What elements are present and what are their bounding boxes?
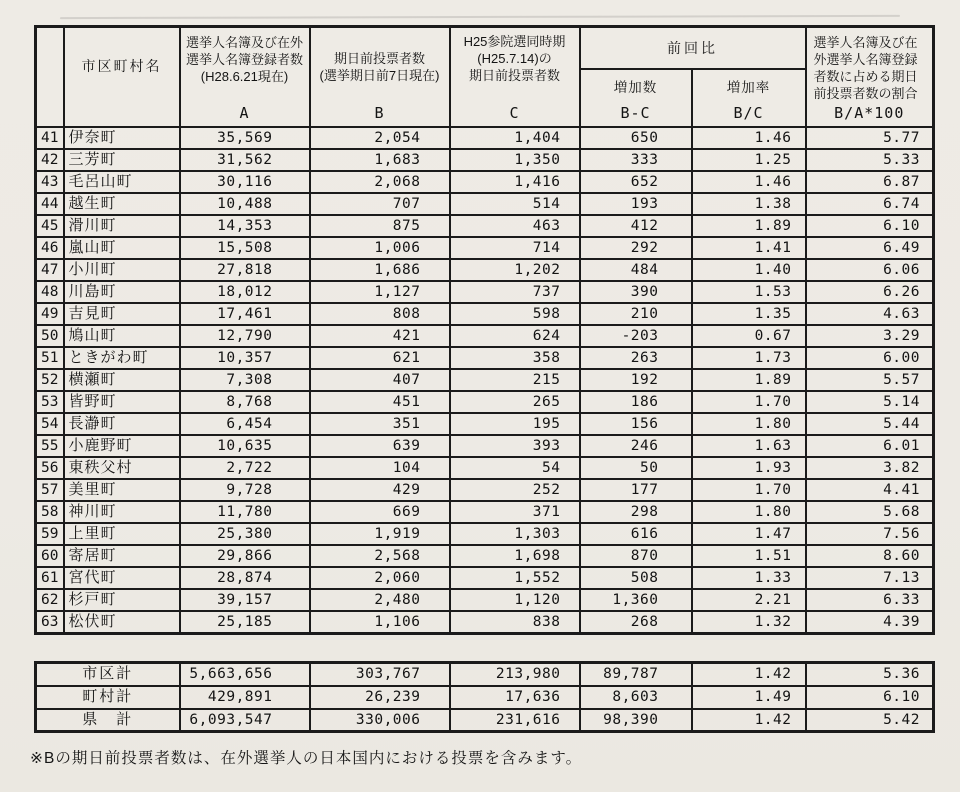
table-row: [36, 523, 934, 545]
municipality-name: 越生町: [64, 193, 180, 215]
municipality-name: 吉見町: [64, 303, 180, 325]
increase-rate-value: 1.46: [692, 171, 806, 193]
increase-rate-value: 1.35: [692, 303, 806, 325]
scan-artifact-line: [60, 15, 900, 19]
municipality-header-label: 市区町村名: [81, 57, 162, 74]
row-number: 50: [36, 325, 64, 347]
row-number: 58: [36, 501, 64, 523]
share-value: 6.87: [806, 171, 934, 193]
early-voters-value: 421: [310, 325, 450, 347]
h25-early-voters-total: 213,980: [450, 663, 580, 686]
municipality-name: 嵐山町: [64, 237, 180, 259]
row-number: 63: [36, 611, 64, 634]
h25-early-voters-value: 265: [450, 391, 580, 413]
early-voters-value: 2,480: [310, 589, 450, 611]
registered-voters-value: 9,728: [180, 479, 310, 501]
municipality-name: 杉戸町: [64, 589, 180, 611]
table-row: [36, 193, 934, 215]
summary-row: [36, 663, 934, 686]
early-voters-value: 621: [310, 347, 450, 369]
registered-voters-value: 8,768: [180, 391, 310, 413]
registered-voters-header: 選挙人名簿及び在外 選挙人名簿登録者数 (H28.6.21現在) A: [180, 27, 310, 127]
share-header: 選挙人名簿及び在 外選挙人名簿登録 者数に占める期日 前投票者数の割合 B/A*100: [806, 27, 934, 127]
column-code-a: A: [239, 103, 250, 122]
early-voters-value: 1,919: [310, 523, 450, 545]
share-value: 6.33: [806, 589, 934, 611]
increase-rate-value: 1.53: [692, 281, 806, 303]
increase-rate-value: 1.47: [692, 523, 806, 545]
increase-count-value: 650: [580, 127, 692, 149]
municipality-name: 伊奈町: [64, 127, 180, 149]
row-number: 61: [36, 567, 64, 589]
h25-early-voters-total: 231,616: [450, 709, 580, 732]
municipality-name: 寄居町: [64, 545, 180, 567]
table-row: [36, 303, 934, 325]
early-voters-value: 808: [310, 303, 450, 325]
h25-early-voters-value: 1,202: [450, 259, 580, 281]
increase-count-value: 50: [580, 457, 692, 479]
row-number: 41: [36, 127, 64, 149]
h25-early-voters-total: 17,636: [450, 686, 580, 709]
increase-count-value: 390: [580, 281, 692, 303]
table-row: [36, 127, 934, 149]
table-row: [36, 215, 934, 237]
previous-comparison-header: 前回比: [580, 27, 806, 69]
municipality-name: 松伏町: [64, 611, 180, 634]
table-row: [36, 149, 934, 171]
row-number: 59: [36, 523, 64, 545]
registered-voters-value: 27,818: [180, 259, 310, 281]
increase-rate-value: 2.21: [692, 589, 806, 611]
increase-count-value: 870: [580, 545, 692, 567]
h25-early-voters-value: 393: [450, 435, 580, 457]
increase-rate-value: 1.93: [692, 457, 806, 479]
increase-rate-value: 1.33: [692, 567, 806, 589]
share-value: 6.10: [806, 215, 934, 237]
increase-rate-value: 1.40: [692, 259, 806, 281]
table-row: [36, 611, 934, 634]
municipality-name: 東秩父村: [64, 457, 180, 479]
share-value: 6.06: [806, 259, 934, 281]
share-value: 5.68: [806, 501, 934, 523]
summary-row: [36, 709, 934, 732]
h25-early-voters-value: 1,120: [450, 589, 580, 611]
increase-count-value: 210: [580, 303, 692, 325]
registered-voters-value: 25,185: [180, 611, 310, 634]
registered-voters-value: 30,116: [180, 171, 310, 193]
row-number: 60: [36, 545, 64, 567]
early-voters-value: 1,127: [310, 281, 450, 303]
registered-voters-value: 12,790: [180, 325, 310, 347]
h25-early-voters-value: 195: [450, 413, 580, 435]
share-value: 8.60: [806, 545, 934, 567]
increase-count-value: 333: [580, 149, 692, 171]
h25-early-voters-value: 624: [450, 325, 580, 347]
registered-voters-value: 11,780: [180, 501, 310, 523]
increase-count-value: 652: [580, 171, 692, 193]
early-voters-value: 2,068: [310, 171, 450, 193]
registered-voters-value: 18,012: [180, 281, 310, 303]
municipality-name: 滑川町: [64, 215, 180, 237]
summary-label: 町村計: [36, 686, 180, 709]
h25-early-voters-value: 54: [450, 457, 580, 479]
increase-count-value: 508: [580, 567, 692, 589]
share-value: 4.39: [806, 611, 934, 634]
share-value: 4.63: [806, 303, 934, 325]
municipality-name: 神川町: [64, 501, 180, 523]
early-voters-value: 351: [310, 413, 450, 435]
increase-count-total: 89,787: [580, 663, 692, 686]
table-header: [36, 27, 934, 127]
early-voters-value: 2,054: [310, 127, 450, 149]
row-number: 46: [36, 237, 64, 259]
share-value: 6.26: [806, 281, 934, 303]
share-total: 6.10: [806, 686, 934, 709]
early-voters-total: 26,239: [310, 686, 450, 709]
row-number: 53: [36, 391, 64, 413]
increase-rate-value: 1.41: [692, 237, 806, 259]
table-row: [36, 347, 934, 369]
table-row: [36, 413, 934, 435]
increase-count-total: 8,603: [580, 686, 692, 709]
table-row: [36, 567, 934, 589]
table-row: [36, 435, 934, 457]
row-number: 45: [36, 215, 64, 237]
municipality-name: 毛呂山町: [64, 171, 180, 193]
increase-count-value: 193: [580, 193, 692, 215]
municipality-header: [64, 27, 180, 127]
row-number: 57: [36, 479, 64, 501]
increase-count-value: 177: [580, 479, 692, 501]
registered-voters-total: 429,891: [180, 686, 310, 709]
early-voters-total: 330,006: [310, 709, 450, 732]
increase-count-value: 484: [580, 259, 692, 281]
h25-early-voters-value: 737: [450, 281, 580, 303]
increase-rate-value: 1.89: [692, 215, 806, 237]
row-number: 56: [36, 457, 64, 479]
registered-voters-value: 14,353: [180, 215, 310, 237]
increase-count-value: 298: [580, 501, 692, 523]
column-code-b: B: [374, 103, 385, 122]
h25-early-voters-value: 714: [450, 237, 580, 259]
h25-early-voters-value: 463: [450, 215, 580, 237]
registered-voters-value: 25,380: [180, 523, 310, 545]
row-number: 47: [36, 259, 64, 281]
table-row: [36, 171, 934, 193]
row-number: 62: [36, 589, 64, 611]
registered-voters-value: 15,508: [180, 237, 310, 259]
row-number: 42: [36, 149, 64, 171]
early-voters-value: 1,683: [310, 149, 450, 171]
municipality-name: 小川町: [64, 259, 180, 281]
early-voters-value: 707: [310, 193, 450, 215]
table-row: [36, 237, 934, 259]
registered-voters-value: 10,488: [180, 193, 310, 215]
increase-rate-value: 1.38: [692, 193, 806, 215]
h25-early-voters-value: 1,698: [450, 545, 580, 567]
increase-rate-value: 1.32: [692, 611, 806, 634]
municipality-name: 三芳町: [64, 149, 180, 171]
column-code-c: C: [509, 103, 520, 122]
h25-early-voters-value: 1,350: [450, 149, 580, 171]
h25-early-voters-value: 1,416: [450, 171, 580, 193]
increase-rate-value: 0.67: [692, 325, 806, 347]
table-row: [36, 479, 934, 501]
early-voters-value: 669: [310, 501, 450, 523]
share-value: 5.33: [806, 149, 934, 171]
share-total: 5.42: [806, 709, 934, 732]
summary-row: [36, 686, 934, 709]
increase-rate-total: 1.42: [692, 663, 806, 686]
registered-voters-value: 31,562: [180, 149, 310, 171]
registered-voters-value: 39,157: [180, 589, 310, 611]
increase-rate-value: 1.80: [692, 413, 806, 435]
early-voters-value: 429: [310, 479, 450, 501]
increase-count-header: 増加数 B-C: [580, 69, 692, 127]
registered-voters-value: 28,874: [180, 567, 310, 589]
h25-early-voters-value: 514: [450, 193, 580, 215]
registered-voters-value: 10,357: [180, 347, 310, 369]
h25-early-voters-value: 371: [450, 501, 580, 523]
municipality-name: 長瀞町: [64, 413, 180, 435]
municipality-name: 川島町: [64, 281, 180, 303]
early-voters-value: 407: [310, 369, 450, 391]
early-voting-table: [34, 25, 935, 635]
row-number: 43: [36, 171, 64, 193]
increase-rate-value: 1.51: [692, 545, 806, 567]
early-voters-value: 104: [310, 457, 450, 479]
municipality-name: 横瀬町: [64, 369, 180, 391]
h25-early-voters-value: 358: [450, 347, 580, 369]
footnote: ※Bの期日前投票者数は、在外選挙人の日本国内における投票を含みます。: [30, 750, 583, 767]
summary-body: [36, 663, 934, 732]
early-voters-value: 1,006: [310, 237, 450, 259]
increase-rate-value: 1.46: [692, 127, 806, 149]
summary-label: 県 計: [36, 709, 180, 732]
table-row: [36, 501, 934, 523]
municipality-name: 宮代町: [64, 567, 180, 589]
row-number: 55: [36, 435, 64, 457]
early-voters-total: 303,767: [310, 663, 450, 686]
increase-count-value: 616: [580, 523, 692, 545]
early-voters-value: 639: [310, 435, 450, 457]
row-number: 52: [36, 369, 64, 391]
h25-early-voters-value: 1,303: [450, 523, 580, 545]
share-value: 4.41: [806, 479, 934, 501]
increase-count-value: 412: [580, 215, 692, 237]
municipality-name: 上里町: [64, 523, 180, 545]
increase-count-value: 246: [580, 435, 692, 457]
table-row: [36, 589, 934, 611]
h25-early-voters-value: 838: [450, 611, 580, 634]
early-voters-value: 1,106: [310, 611, 450, 634]
table-row: [36, 369, 934, 391]
share-value: 6.49: [806, 237, 934, 259]
registered-voters-value: 10,635: [180, 435, 310, 457]
registered-voters-total: 5,663,656: [180, 663, 310, 686]
summary-table: [34, 661, 935, 733]
registered-voters-value: 29,866: [180, 545, 310, 567]
increase-rate-value: 1.89: [692, 369, 806, 391]
row-number: 49: [36, 303, 64, 325]
row-number: 51: [36, 347, 64, 369]
registered-voters-value: 6,454: [180, 413, 310, 435]
column-code-share: B/A*100: [834, 103, 905, 122]
increase-count-value: -203: [580, 325, 692, 347]
row-number: 44: [36, 193, 64, 215]
municipality-name: 皆野町: [64, 391, 180, 413]
municipality-name: ときがわ町: [64, 347, 180, 369]
table-row: [36, 281, 934, 303]
municipality-name: 小鹿野町: [64, 435, 180, 457]
table-row: [36, 325, 934, 347]
share-value: 7.13: [806, 567, 934, 589]
increase-rate-value: 1.25: [692, 149, 806, 171]
registered-voters-value: 7,308: [180, 369, 310, 391]
registered-voters-total: 6,093,547: [180, 709, 310, 732]
share-value: 3.29: [806, 325, 934, 347]
increase-rate-value: 1.80: [692, 501, 806, 523]
row-number-header: [36, 27, 64, 127]
increase-rate-value: 1.70: [692, 479, 806, 501]
h25-early-voters-header: H25参院選同時期 (H25.7.14)の 期日前投票者数 C: [450, 27, 580, 127]
early-voters-value: 875: [310, 215, 450, 237]
table-row: [36, 259, 934, 281]
row-number: 54: [36, 413, 64, 435]
table-body: [36, 127, 934, 634]
summary-label: 市区計: [36, 663, 180, 686]
increase-rate-total: 1.49: [692, 686, 806, 709]
column-code-rate: B/C: [733, 103, 764, 122]
increase-count-value: 156: [580, 413, 692, 435]
registered-voters-value: 35,569: [180, 127, 310, 149]
h25-early-voters-value: 1,552: [450, 567, 580, 589]
share-value: 5.77: [806, 127, 934, 149]
share-value: 6.00: [806, 347, 934, 369]
share-value: 5.14: [806, 391, 934, 413]
increase-count-total: 98,390: [580, 709, 692, 732]
h25-early-voters-value: 252: [450, 479, 580, 501]
column-code-diff: B-C: [620, 103, 651, 122]
share-value: 3.82: [806, 457, 934, 479]
increase-count-value: 268: [580, 611, 692, 634]
h25-early-voters-value: 215: [450, 369, 580, 391]
share-total: 5.36: [806, 663, 934, 686]
increase-count-value: 292: [580, 237, 692, 259]
early-voters-value: 1,686: [310, 259, 450, 281]
h25-early-voters-value: 1,404: [450, 127, 580, 149]
municipality-name: 美里町: [64, 479, 180, 501]
table-row: [36, 545, 934, 567]
table-row: [36, 457, 934, 479]
increase-count-value: 263: [580, 347, 692, 369]
share-value: 6.01: [806, 435, 934, 457]
registered-voters-value: 17,461: [180, 303, 310, 325]
early-voters-value: 451: [310, 391, 450, 413]
share-value: 6.74: [806, 193, 934, 215]
increase-rate-header: 増加率 B/C: [692, 69, 806, 127]
increase-count-value: 186: [580, 391, 692, 413]
increase-rate-value: 1.63: [692, 435, 806, 457]
share-value: 7.56: [806, 523, 934, 545]
table-row: [36, 391, 934, 413]
registered-voters-value: 2,722: [180, 457, 310, 479]
share-value: 5.44: [806, 413, 934, 435]
increase-rate-value: 1.73: [692, 347, 806, 369]
municipality-name: 鳩山町: [64, 325, 180, 347]
early-voters-value: 2,060: [310, 567, 450, 589]
h25-early-voters-value: 598: [450, 303, 580, 325]
increase-count-value: 1,360: [580, 589, 692, 611]
early-voters-header: 期日前投票者数 (選挙期日前7日現在) B: [310, 27, 450, 127]
early-voters-value: 2,568: [310, 545, 450, 567]
increase-rate-value: 1.70: [692, 391, 806, 413]
increase-rate-total: 1.42: [692, 709, 806, 732]
row-number: 48: [36, 281, 64, 303]
share-value: 5.57: [806, 369, 934, 391]
increase-count-value: 192: [580, 369, 692, 391]
